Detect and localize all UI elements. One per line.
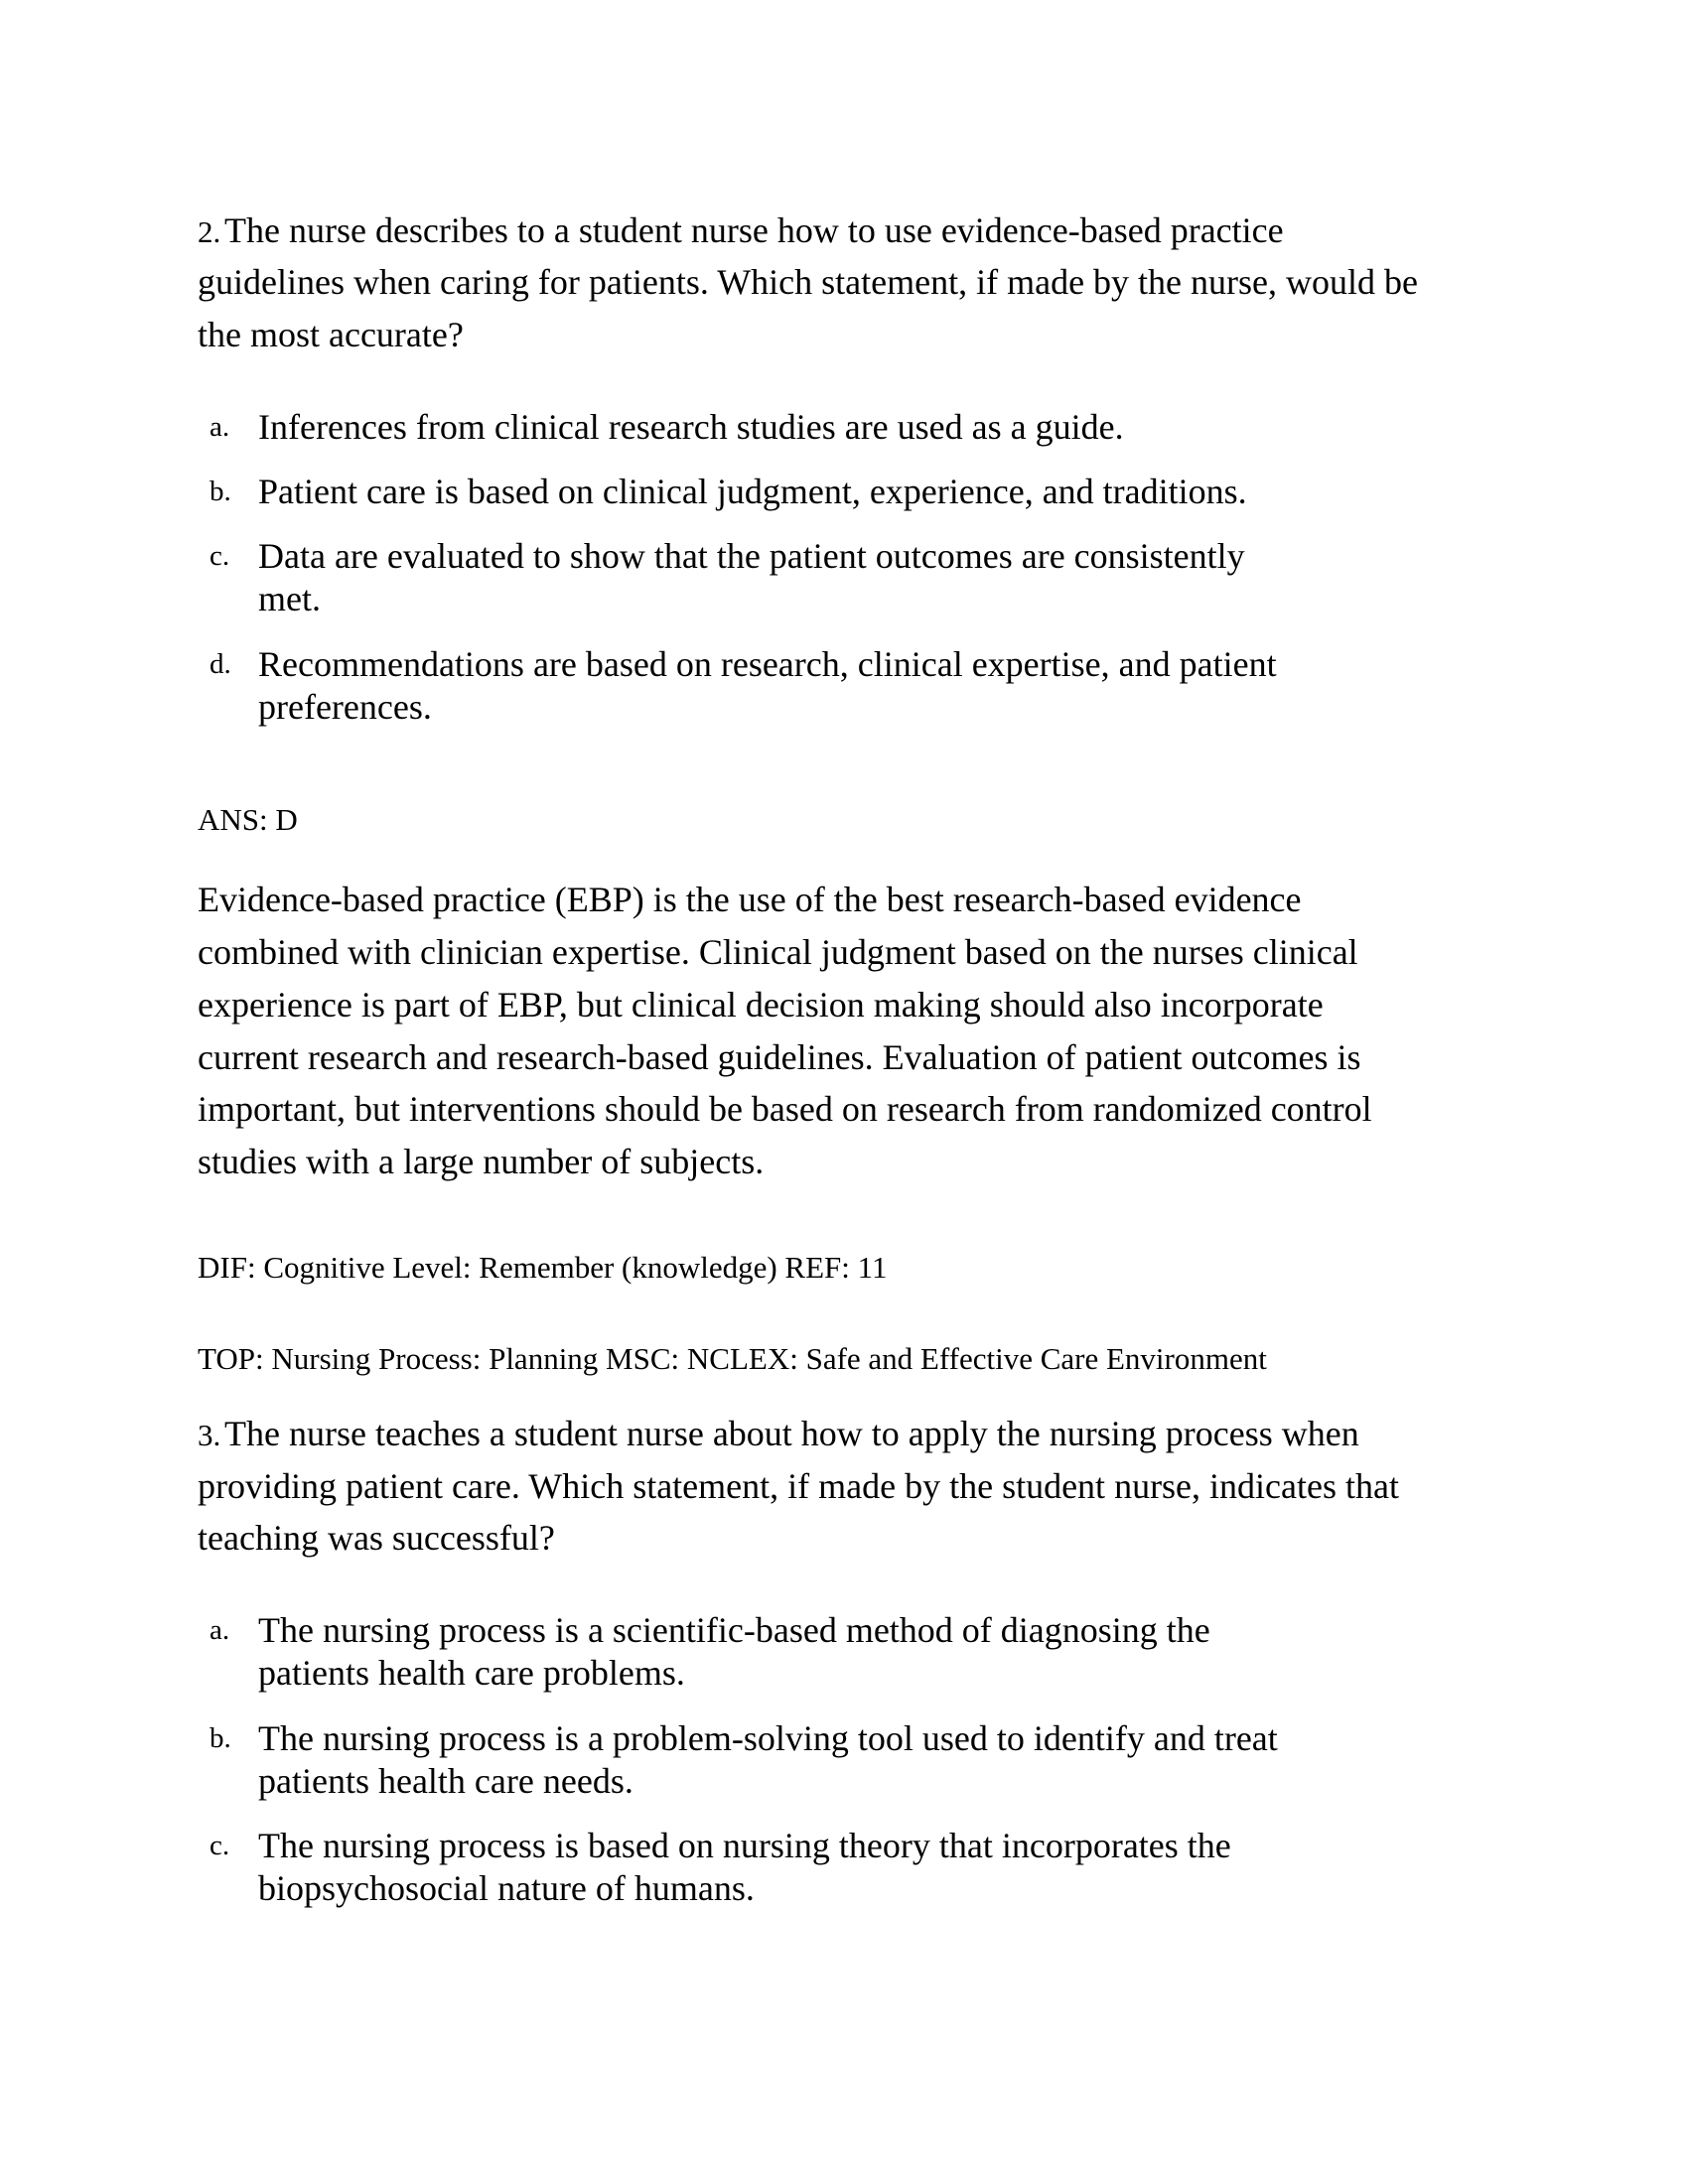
option-text: Recommendations are based on research, clinical expertise, and patient <box>258 644 1277 684</box>
question-number: 3. <box>198 1418 221 1452</box>
rationale-line: current research and research-based guidelines. Evaluation of patient outcomes is <box>198 1037 1361 1077</box>
rationale-line: important, but interventions should be based on research from randomized control <box>198 1089 1372 1129</box>
option-label: b. <box>210 1722 231 1754</box>
option-text: The nursing process is a problem-solving tool used to identify and treat <box>258 1718 1278 1758</box>
question-number: 2. <box>198 214 221 249</box>
question-stem-line: The nurse describes to a student nurse how to use evidence-based practice <box>224 210 1284 250</box>
option-text: met. <box>258 579 321 618</box>
question-stem-line: the most accurate? <box>198 315 464 354</box>
option-text: patients health care problems. <box>258 1653 685 1693</box>
difficulty-meta: DIF: Cognitive Level: Remember (knowledge) REF: 11 <box>198 1250 888 1285</box>
option-text: patients health care needs. <box>258 1761 633 1801</box>
option-label: a. <box>210 1614 230 1646</box>
question-stem-line: guidelines when caring for patients. Which statement, if made by the nurse, would be <box>198 262 1418 302</box>
option-text: The nursing process is a scientific-based method of diagnosing the <box>258 1610 1210 1650</box>
question-stem-line: providing patient care. Which statement, if made by the student nurse, indicates that <box>198 1466 1399 1506</box>
option-label: c. <box>210 1830 230 1861</box>
question-stem-line: The nurse teaches a student nurse about how to apply the nursing process when <box>224 1414 1359 1453</box>
option-label: d. <box>210 648 231 680</box>
option-text: preferences. <box>258 687 432 727</box>
rationale-line: Evidence-based practice (EBP) is the use of the best research-based evidence <box>198 880 1302 919</box>
rationale-line: combined with clinician expertise. Clinical judgment based on the nurses clinical <box>198 932 1358 972</box>
rationale-line: studies with a large number of subjects. <box>198 1142 765 1181</box>
option-label: b. <box>210 476 231 507</box>
answer-key: ANS: D <box>198 802 298 837</box>
question-stem-line: teaching was successful? <box>198 1518 555 1558</box>
option-text: Data are evaluated to show that the patient outcomes are consistently <box>258 536 1245 576</box>
rationale-line: experience is part of EBP, but clinical decision making should also incorporate <box>198 985 1324 1024</box>
option-text: The nursing process is based on nursing theory that incorporates the <box>258 1826 1231 1865</box>
option-label: a. <box>210 411 230 443</box>
option-label: c. <box>210 540 230 572</box>
option-text: Inferences from clinical research studies are used as a guide. <box>258 407 1124 447</box>
topic-meta: TOP: Nursing Process: Planning MSC: NCLEX: Safe and Effective Care Environment <box>198 1341 1267 1376</box>
option-text: biopsychosocial nature of humans. <box>258 1868 755 1908</box>
option-text: Patient care is based on clinical judgment, experience, and traditions. <box>258 472 1247 511</box>
